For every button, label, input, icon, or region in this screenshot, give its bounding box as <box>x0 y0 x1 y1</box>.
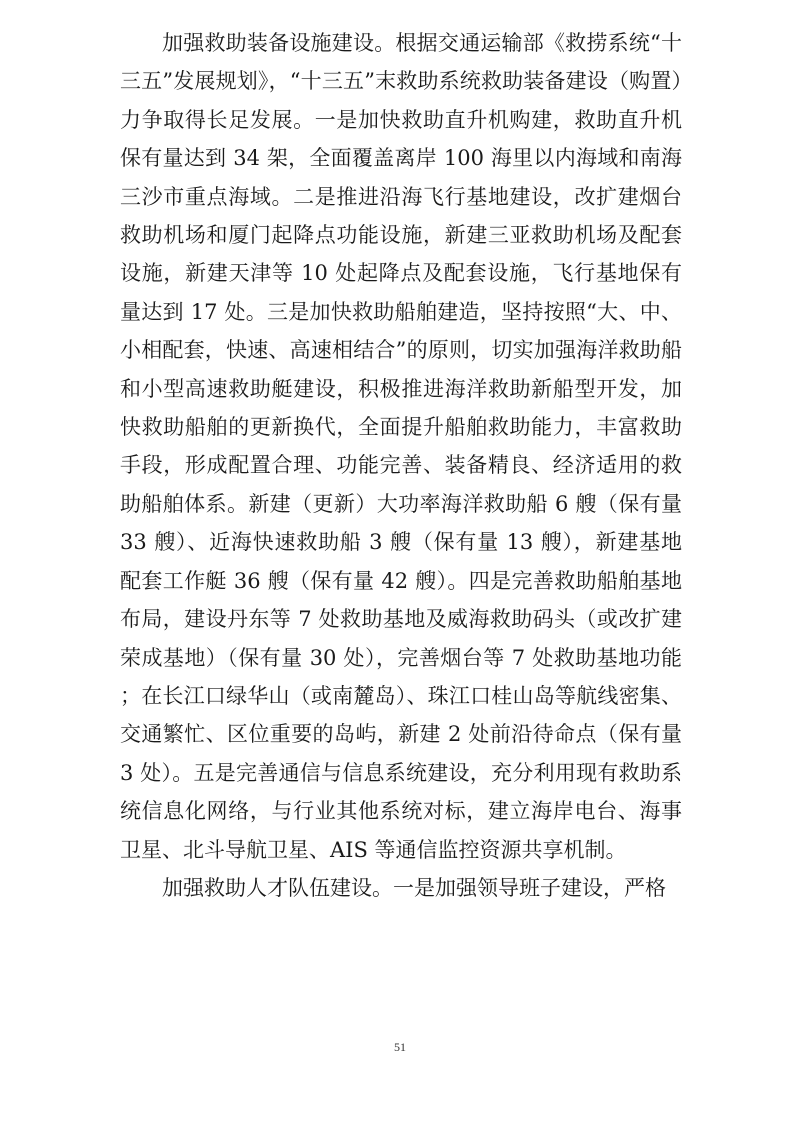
document-body <box>120 24 682 907</box>
paragraph-rescue-equipment: 加强救助装备设施建设。根据交通运输部《救捞系统“十三五”发展规划》，“十三五”末救助系统救助装备建设（购置）力争取得长足发展。一是加快救助直升机购建，救助直升机保有量达到 34 架，全面覆盖离岸 100 海里以内海域和南海三沙市重点海域。二是推进沿海飞行基地建设，改扩建烟台救助机场和厦门起降点功能设施，新建三亚救助机场及配套设施，新建天津等 10 处起降点及配套设施，飞行基地保有量达到 17 处。三是加快救助船舶建造，坚持按照“大、中、小相配套，快速、高速相结合”的原则，切实加强海洋救助船和小型高速救助艇建设，积极推进海洋救助新船型开发，加快救助船舶的更新换代，全面提升船舶救助能力，丰富救助手段，形成配置合理、功能完善、装备精良、经济适用的救助船舶体系。新建（更新）大功率海洋救助船 6 艘（保有量 33 艘）、近海快速救助船 3 艘（保有量 13 艘），新建基地配套工作艇 36 艘（保有量 42 艘）。四是完善救助船舶基地布局，建设丹东等 7 处救助基地及威海救助码头（或改扩建荣成基地）（保有量 30 处），完善烟台等 7 处救助基地功能；在长江口绿华山（或南麓岛）、珠江口桂山岛等航线密集、交通繁忙、区位重要的岛屿，新建 2 处前沿待命点（保有量 3 处）。五是完善通信与信息系统建设，充分利用现有救助系统信息化网络，与行业其他系统对标，建立海岸电台、海事卫星、北斗导航卫星、AIS 等通信监控资源共享机制。 <box>120 31 682 862</box>
page-number: 51 <box>394 1040 406 1054</box>
paragraph-rescue-talent: 加强救助人才队伍建设。一是加强领导班子建设，严格 <box>162 875 666 900</box>
